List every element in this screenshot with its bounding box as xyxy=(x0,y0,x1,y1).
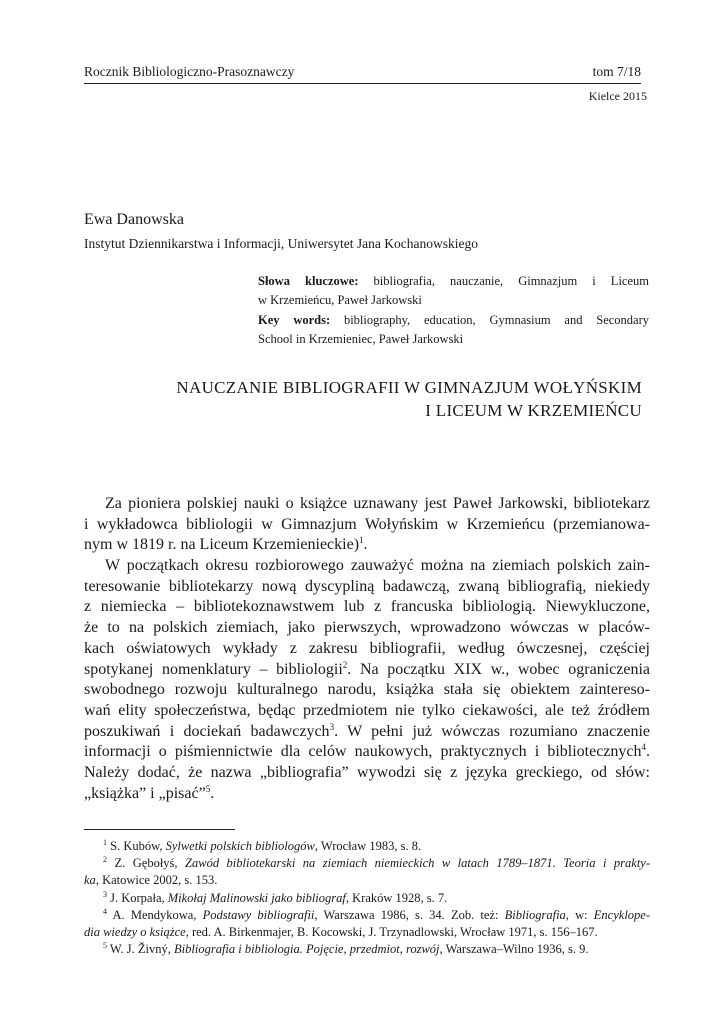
footnote-5: $^5$ W. J. Živný, Bibliografia i bibliologia. Pojęcie, przedmiot, rozwój, Warszawa–Wilno 1936, s. 9. xyxy=(103,941,589,957)
body-line: teresowanie bibliotekarzy nową dyscypliną badawczą, zwaną bibliografią, niekiedy xyxy=(84,577,650,595)
article-title-line-2: I LICEUM W KRZEMIEŃCU xyxy=(425,401,642,420)
body-line: i wykładowca bibliologii w Gimnazjum Wołyńskim w Krzemieńcu (przemianowa- xyxy=(84,515,650,533)
body-line: kach oświatowych wykłady z zakresu bibliografii, według ówczesnej, częściej xyxy=(84,639,650,657)
author-name: Ewa Danowska xyxy=(84,211,184,228)
body-line: poszukiwań i dociekań badawczych$^3$. W pełni już wówczas rozumiano znaczenie xyxy=(84,721,650,740)
footnote-ref[interactable]: 4 xyxy=(641,742,646,753)
article-title-line-1: NAUCZANIE BIBLIOGRAFII W GIMNAZJUM WOŁYŃSKIM xyxy=(176,378,642,397)
body-line: Za pioniera polskiej nauki o książce uznawany jest Paweł Jarkowski, bibliotekarz xyxy=(105,495,650,512)
keywords-en-text: bibliography, education, Gymnasium and Secondary xyxy=(343,313,650,327)
body-line: informacji o piśmiennictwie dla celów naukowych, praktycznych i bibliotecznych$^4$. xyxy=(84,742,650,761)
footnotes xyxy=(84,838,650,958)
body-line: że to na polskich ziemiach, jako pierwszych, wprowadzono wówczas w placów- xyxy=(84,619,650,637)
footnote-rule xyxy=(84,829,235,830)
body-line: Należy dodać, że nazwa „bibliografia” wywodzi się z języka greckiego, od słów: xyxy=(84,763,650,781)
footnote-ref[interactable]: 1 xyxy=(359,535,364,546)
footnote-4: $^4$ A. Mendykowa, Podstawy bibliografii, Warszawa 1986, s. 34. Zob. też: Bibliografia, w: Encyklope- xyxy=(103,906,651,922)
volume-number: tom 7/18 xyxy=(592,64,641,79)
header-rule xyxy=(84,83,641,84)
body-line: swobodnego rozwoju kulturalnego narodu, książka stała się obiektem zaintereso- xyxy=(84,681,650,699)
keywords-english xyxy=(258,311,649,349)
place-year: Kielce 2015 xyxy=(588,89,647,103)
keywords-pl-text-cont: w Krzemieńcu, Paweł Jarkowski xyxy=(258,293,422,307)
footnote-ref[interactable]: 3 xyxy=(329,721,335,732)
footnote-ref[interactable]: 5 xyxy=(205,783,211,794)
keywords-pl-label: Słowa kluczowe: xyxy=(258,274,359,288)
article-body xyxy=(84,494,650,804)
body-line: spotykanej nomenklatury – bibliologii$^2$. Na początku XIX w., wobec ograniczenia xyxy=(84,659,651,678)
keywords-pl-text: bibliografia, nauczanie, Gimnazjum i Liceum xyxy=(373,274,649,288)
footnote-2-cont: ka, Katowice 2002, s. 153. xyxy=(84,873,218,888)
footnote-1: $^1$ S. Kubów, Sylwetki polskich bibliologów, Wrocław 1983, s. 8. xyxy=(103,838,422,853)
body-line: wań elity społeczeństwa, będąc przedmiotem nie tylko ciekawości, ale też źródłem xyxy=(84,701,650,719)
journal-title: Rocznik Bibliologiczno-Prasoznawczy xyxy=(84,64,295,79)
keywords-polish xyxy=(258,272,649,310)
body-line: „książka” i „pisać”$^5$. xyxy=(84,783,215,802)
keywords-en-label: Key words: xyxy=(258,313,331,327)
footnote-2: $^2$ Z. Gębołyś, Zawód bibliotekarski na ziemiach niemieckich w latach 1789–1871. Teoria i prakty- xyxy=(103,855,650,871)
keywords-en-text-cont: School in Krzemieniec, Paweł Jarkowski xyxy=(258,332,464,346)
body-line: nym w 1819 r. na Liceum Krzemienieckie)$^1$. xyxy=(84,535,368,554)
body-line: z niemiecka – bibliotekoznawstwem lub z francuska bibliologią. Niewykluczone, xyxy=(84,598,650,616)
author-affiliation: Instytut Dziennikarstwa i Informacji, Uniwersytet Jana Kochanowskiego xyxy=(84,236,479,251)
footnote-ref[interactable]: 2 xyxy=(342,659,348,670)
footnote-3: $^3$ J. Korpała, Mikołaj Malinowski jako bibliograf, Kraków 1928, s. 7. xyxy=(103,889,448,905)
body-line: W początkach okresu rozbiorowego zauważyć można na ziemiach polskich zain- xyxy=(105,557,650,575)
footnote-4-cont: dia wiedzy o książce, red. A. Birkenmajer, B. Kocowski, J. Trzynadlowski, Wrocław 1971, s. 156–167. xyxy=(84,924,598,939)
